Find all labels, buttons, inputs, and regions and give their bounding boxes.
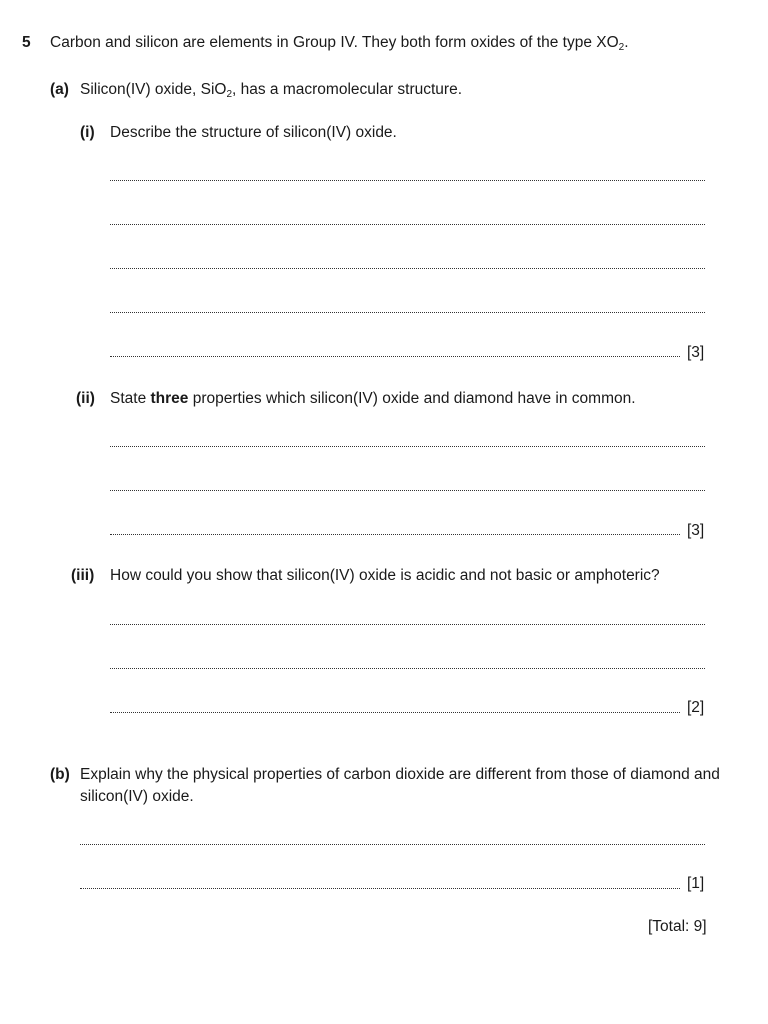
- sub-i-question: Describe the structure of silicon(IV) oxide.: [110, 124, 397, 141]
- marks-sub-iii: [2]: [687, 699, 705, 716]
- part-b-question-line1: Explain why the physical properties of carbon dioxide are different from those of diamond and: [80, 766, 720, 783]
- part-a-subscript: 2: [226, 89, 233, 100]
- part-a-text-end: , has a macromolecular structure.: [232, 81, 463, 98]
- part-a-text: [80, 81, 462, 100]
- question-number: 5: [22, 34, 31, 51]
- answer-line[interactable]: [110, 534, 680, 535]
- answer-line[interactable]: [110, 180, 705, 181]
- marks-sub-i: [3]: [687, 344, 705, 361]
- sub-ii-text-end: properties which silicon(IV) oxide and diamond have in common.: [188, 390, 636, 407]
- answer-line[interactable]: [110, 268, 705, 269]
- sub-ii-text-start: State: [110, 390, 151, 407]
- sub-ii-question: [110, 390, 636, 408]
- answer-line[interactable]: [110, 668, 705, 669]
- part-a-text-start: Silicon(IV) oxide, SiO: [80, 81, 227, 98]
- answer-line[interactable]: [110, 446, 705, 447]
- sub-ii-label: (ii): [76, 390, 95, 407]
- sub-i-label: (i): [80, 124, 95, 141]
- answer-line[interactable]: [80, 888, 680, 889]
- answer-line[interactable]: [110, 712, 680, 713]
- part-b-question-line2: silicon(IV) oxide.: [80, 788, 194, 805]
- answer-line[interactable]: [110, 312, 705, 313]
- answer-line[interactable]: [80, 844, 705, 845]
- sub-ii-emphasis: three: [150, 390, 189, 407]
- part-a-label: (a): [50, 81, 69, 98]
- sub-iii-label: (iii): [71, 567, 95, 584]
- question-stem-subscript: 2: [618, 42, 625, 53]
- question-stem-end: .: [624, 34, 629, 51]
- question-stem-text: Carbon and silicon are elements in Group IV. They both form oxides of the type XO: [50, 34, 619, 51]
- answer-line[interactable]: [110, 356, 680, 357]
- marks-sub-ii: [3]: [687, 522, 705, 539]
- answer-line[interactable]: [110, 490, 705, 491]
- marks-part-b: [1]: [687, 875, 705, 892]
- answer-line[interactable]: [110, 624, 705, 625]
- question-stem: [50, 34, 629, 53]
- part-b-label: (b): [50, 766, 70, 783]
- sub-iii-question: How could you show that silicon(IV) oxide is acidic and not basic or amphoteric?: [110, 567, 660, 584]
- answer-line[interactable]: [110, 224, 705, 225]
- total-marks: [Total: 9]: [648, 918, 707, 935]
